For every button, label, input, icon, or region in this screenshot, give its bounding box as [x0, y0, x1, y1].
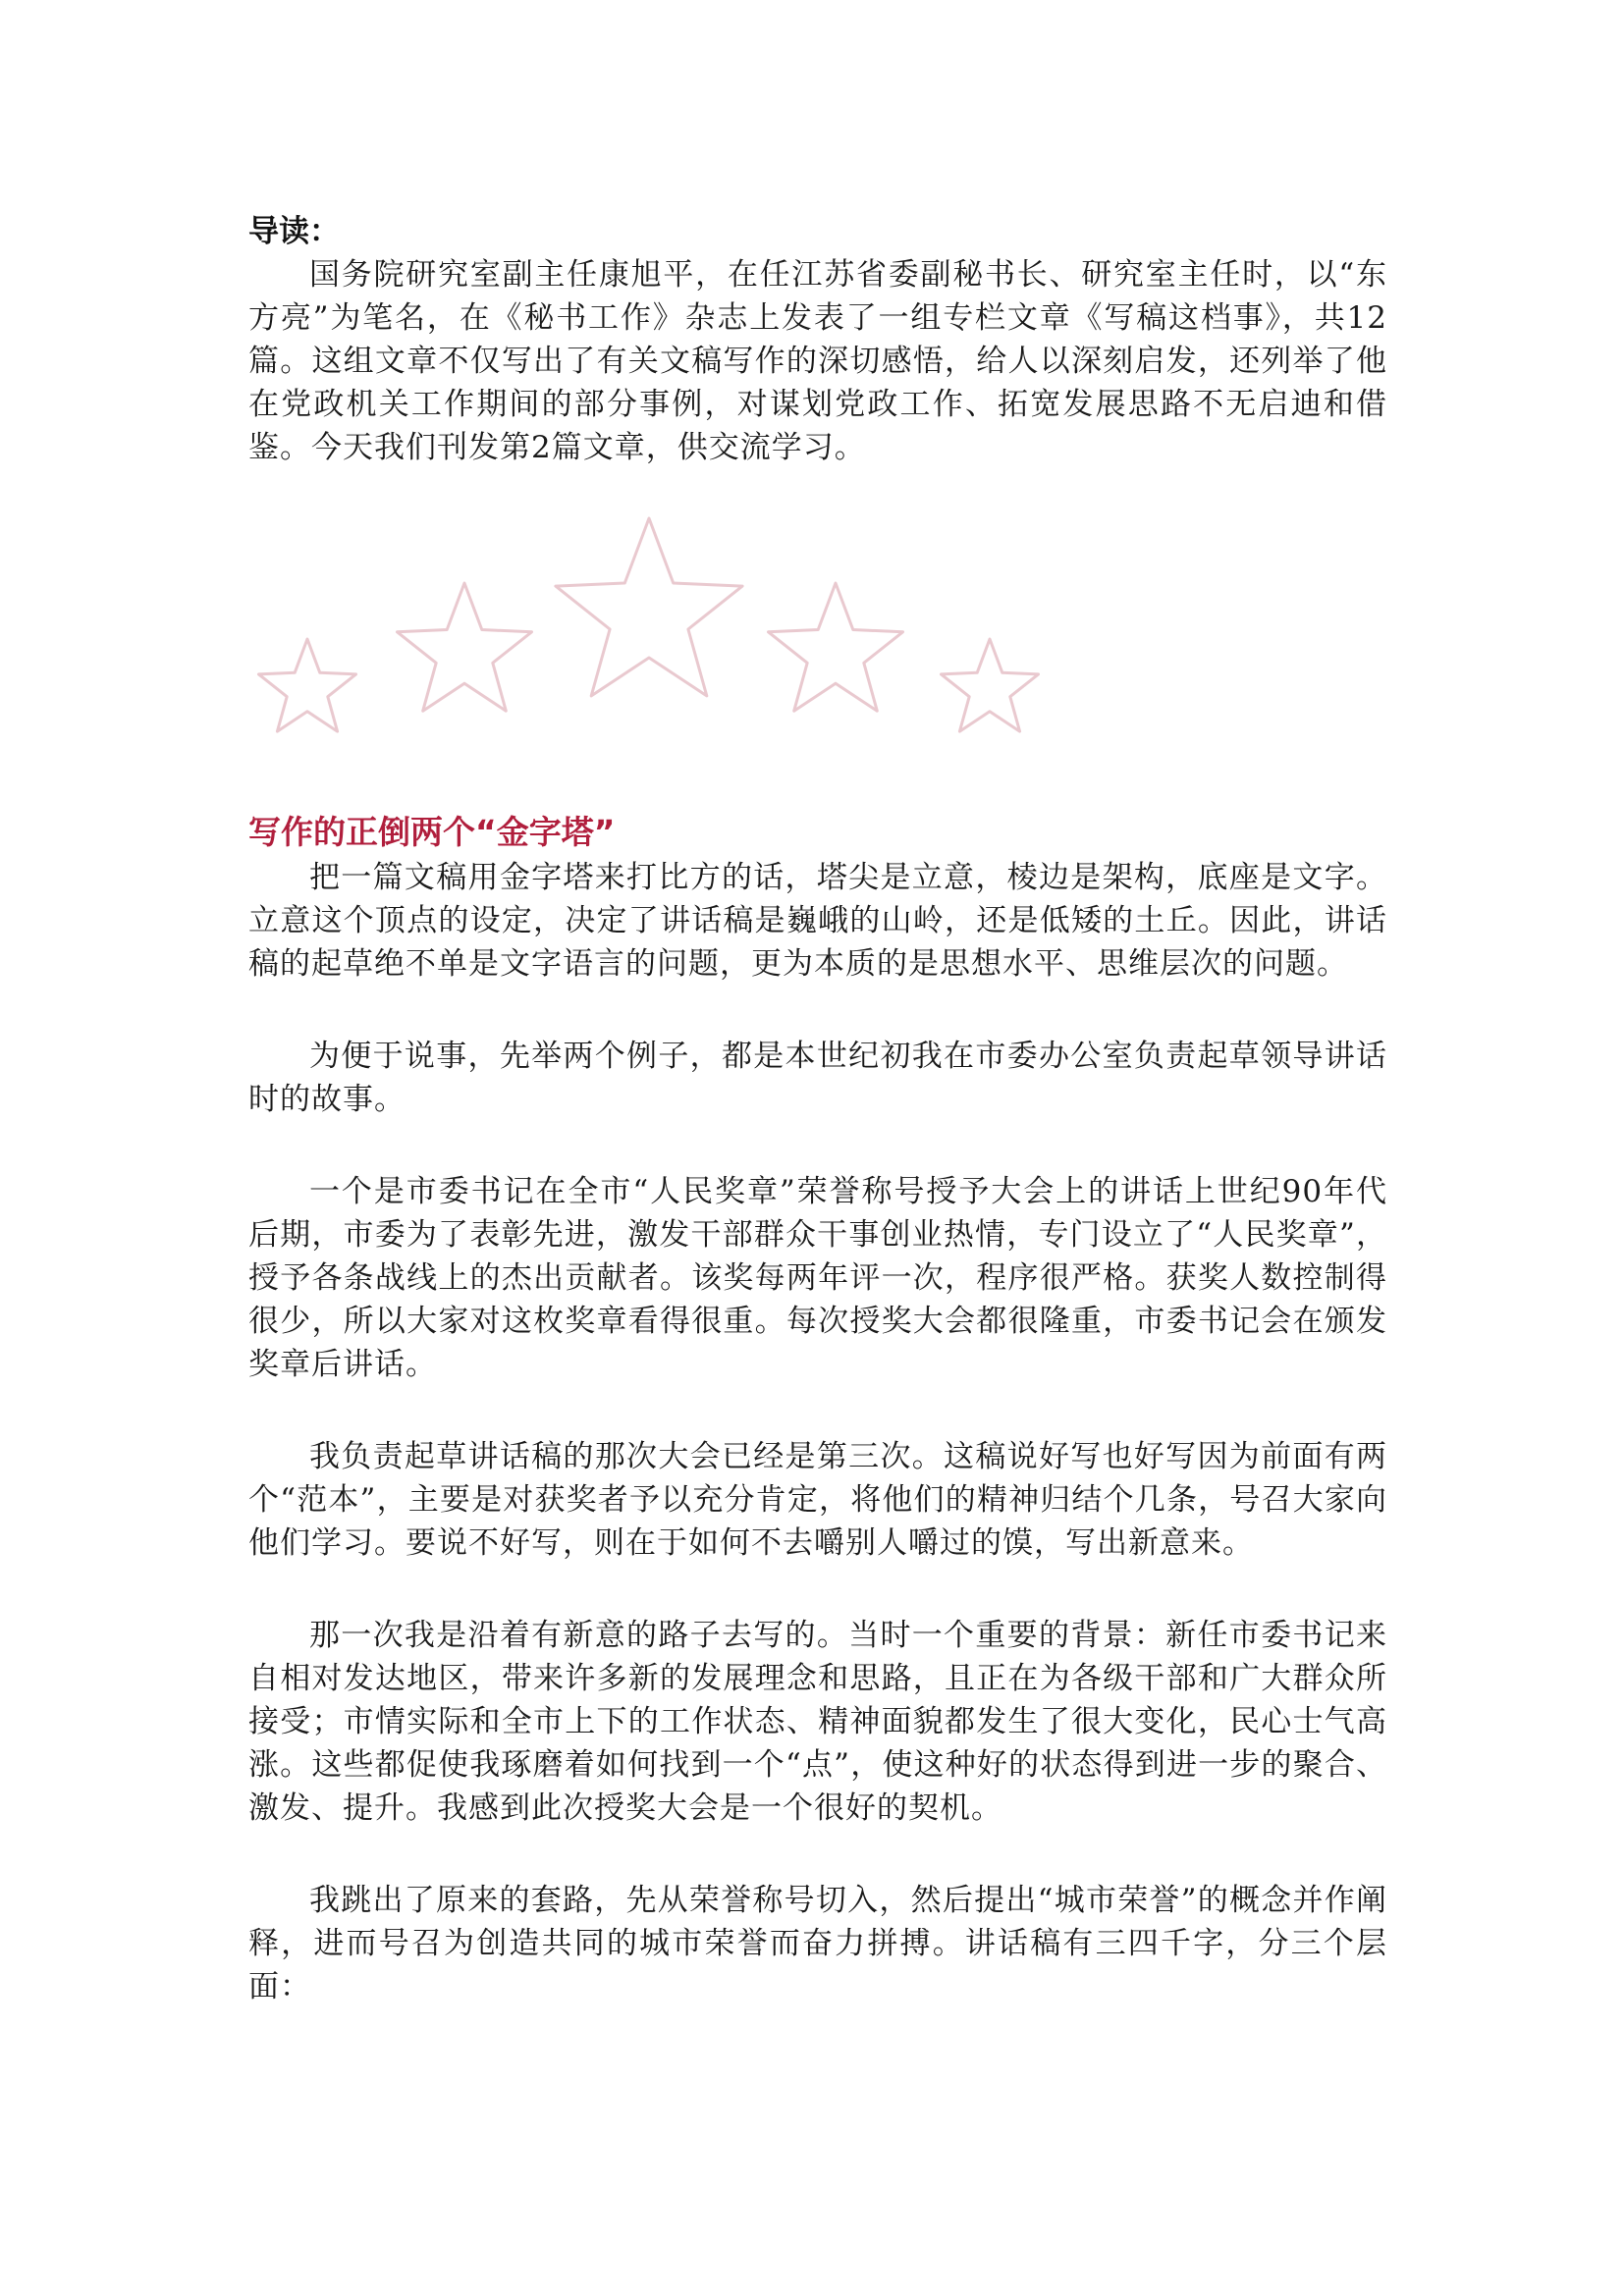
document-content: [248, 210, 1387, 2008]
article-paragraph-4: 我负责起草讲话稿的那次大会已经是第三次。这稿说好写也好写因为前面有两个“范本”，主要是对获奖者予以充分肯定，将他们的精神归结个几条，号召大家向他们学习。要说不好写，则在于如何不去嚼别人嚼过的馍，写出新意来。: [248, 1439, 1387, 1561]
star-outline-icon: [769, 583, 903, 711]
article-title: 写作的正倒两个“金字塔”: [248, 813, 616, 851]
article-paragraph-2: 为便于说事，先举两个例子，都是本世纪初我在市委办公室负责起草领导讲话时的故事。: [248, 1039, 1387, 1117]
star-outline-icon: [942, 639, 1039, 731]
intro-paragraph: 国务院研究室副主任康旭平，在任江苏省委副秘书长、研究室主任时，以“东方亮”为笔名，在《秘书工作》杂志上发表了一组专栏文章《写稿这档事》，共12篇。这组文章不仅写出了有关文稿写作的深切感悟，给人以深刻启发，还列举了他在党政机关工作期间的部分事例，对谋划党政工作、拓宽发展思路不无启迪和借鉴。今天我们刊发第2篇文章，供交流学习。: [248, 257, 1387, 465]
stars-svg: [248, 508, 1387, 774]
article-paragraph-1: 把一篇文稿用金字塔来打比方的话，塔尖是立意，棱边是架构，底座是文字。立意这个顶点的设定，决定了讲话稿是巍峨的山岭，还是低矮的土丘。因此，讲话稿的起草绝不单是文字语言的问题，更为本质的是思想水平、思维层次的问题。: [248, 860, 1387, 982]
intro-heading: 导读：: [248, 214, 340, 249]
article-paragraph-5: 那一次我是沿着有新意的路子去写的。当时一个重要的背景：新任市委书记来自相对发达地区，带来许多新的发展理念和思路，且正在为各级干部和广大群众所接受；市情实际和全市上下的工作状态、精神面貌都发生了很大变化，民心士气高涨。这些都促使我琢磨着如何找到一个“点”，使这种好的状态得到进一步的聚合、激发、提升。我感到此次授奖大会是一个很好的契机。: [248, 1618, 1387, 1826]
article-paragraph-3: 一个是市委书记在全市“人民奖章”荣誉称号授予大会上的讲话上世纪90年代后期，市委为了表彰先进，激发干部群众干事创业热情，专门设立了“人民奖章”，授予各条战线上的杰出贡献者。该奖每两年评一次，程序很严格。获奖人数控制得很少，所以大家对这枚奖章看得很重。每次授奖大会都很隆重，市委书记会在颁发奖章后讲话。: [248, 1174, 1387, 1382]
star-decoration: [248, 508, 1387, 774]
star-outline-icon: [556, 518, 742, 696]
article-paragraph-6: 我跳出了原来的套路，先从荣誉称号切入，然后提出“城市荣誉”的概念并作阐释，进而号召为创造共同的城市荣誉而奋力拼搏。讲话稿有三四千字，分三个层面：: [248, 1883, 1387, 2004]
star-outline-icon: [259, 639, 356, 731]
star-outline-icon: [398, 583, 532, 711]
